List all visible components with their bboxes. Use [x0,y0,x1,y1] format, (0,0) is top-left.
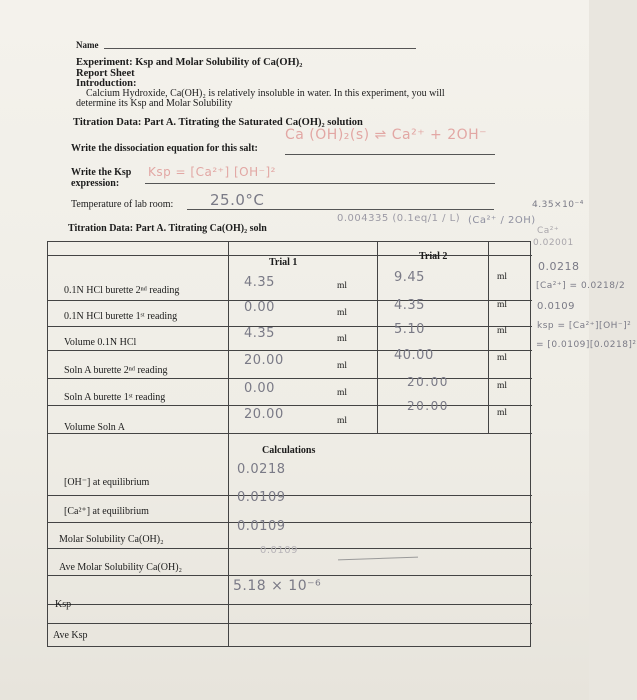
introduction-text-1: Calcium Hydroxide, Ca(OH)₂ is relatively insoluble in water. In this experiment, you will [86,88,445,99]
trial-2-soln-a-2nd-value[interactable]: 40.00 [394,348,434,363]
row-label-ave-molar-solubility: Ave Molar Solubility Ca(OH)₂ [59,562,183,573]
unit-ml: ml [497,408,508,418]
unit-ml: ml [337,334,348,344]
calc-ca-value[interactable]: 0.0109 [237,490,286,505]
row-label-ave-ksp: Ave Ksp [53,630,88,641]
trial-1-hcl-2nd-value[interactable]: 4.35 [244,275,275,290]
calculations-header: Calculations [262,445,316,456]
trial-2-hcl-1st-value[interactable]: 4.35 [394,298,425,313]
row-label-volume-soln-a: Volume Soln A [64,422,125,433]
ksp-expression-label-2: expression: [71,178,120,189]
table-rule [48,433,532,434]
row-label-soln-a-1st: Soln A burette 1ˢᵗ reading [64,392,166,403]
row-label-volume-hcl: Volume 0.1N HCl [64,337,137,348]
unit-ml: ml [337,388,348,398]
trial-1-volume-hcl-value[interactable]: 4.35 [244,326,275,341]
titration-soln-heading: Titration Data: Part A. Titrating Ca(OH)₂ soln [68,223,267,234]
table-rule [48,522,532,523]
table-divider [228,242,229,647]
ksp-expression-label-1: Write the Ksp [71,167,132,178]
scratch-moles: 0.02001 [533,238,574,248]
table-rule [48,575,532,576]
scratch-work-2: (Ca²⁺ / 2OH) [468,215,536,226]
table-rule [48,495,532,496]
row-label-ksp: Ksp [55,599,72,610]
name-label: Name [76,40,99,50]
titration-part-a-heading: Titration Data: Part A. Titrating the Saturated Ca(OH)₂ solution [73,117,363,128]
table-rule [48,326,532,327]
unit-ml: ml [497,300,508,310]
scratch-oh: 0.0218 [538,260,580,273]
experiment-title: Experiment: Ksp and Molar Solubility of Ca(OH)₂ [76,57,303,68]
trial-2-soln-a-1st-value[interactable]: 20.00 [407,375,449,389]
row-label-hcl-burette-2nd: 0.1N HCl burette 2ⁿᵈ reading [64,285,180,296]
table-rule [48,300,532,301]
scratch-work-1: 0.004335 (0.1eq/1 / L) [337,213,461,224]
table-rule [48,378,532,379]
temperature-handwritten: 25.0°C [210,191,265,209]
temperature-line[interactable] [187,209,494,210]
report-sheet-label: Report Sheet [76,68,135,79]
trial-2-header: Trial 2 [419,251,448,262]
trial-1-hcl-1st-value[interactable]: 0.00 [244,300,275,315]
unit-ml: ml [337,281,348,291]
table-rule [48,604,532,605]
dissociation-label: Write the dissociation equation for this salt: [71,143,258,154]
unit-ml: ml [337,361,348,371]
calc-oh-value[interactable]: 0.0218 [237,462,286,477]
calc-ksp-value[interactable]: 5.18 × 10⁻⁶ [233,578,322,594]
ksp-expression-line[interactable] [145,183,495,184]
row-label-hcl-burette-1st: 0.1N HCl burette 1ˢᵗ reading [64,311,178,322]
row-label-oh-equilibrium: [OH⁻] at equilibrium [64,477,150,488]
table-rule [48,405,532,406]
row-label-molar-solubility: Molar Solubility Ca(OH)₂ [59,534,164,545]
trial-1-soln-a-1st-value[interactable]: 0.00 [244,381,275,396]
trial-1-soln-a-2nd-value[interactable]: 20.00 [244,353,284,368]
introduction-heading: Introduction: [76,78,137,89]
unit-ml: ml [337,308,348,318]
row-label-ca-equilibrium: [Ca²⁺] at equilibrium [64,506,149,517]
table-rule [48,350,532,351]
trial-1-header: Trial 1 [269,257,298,268]
scratch-ksp-value: 4.35×10⁻⁴ [532,200,584,210]
unit-ml: ml [337,416,348,426]
introduction-text-2: determine its Ksp and Molar Solubility [76,98,233,109]
unit-ml: ml [497,272,508,282]
dissociation-equation-handwritten: Ca (OH)₂(s) ⇌ Ca²⁺ + 2OH⁻ [285,127,488,143]
calc-molar-solubility-value[interactable]: 0.0109 [237,519,286,534]
calc-ave-molar-solubility-value[interactable]: 0.0109 [260,545,298,556]
row-label-soln-a-2nd: Soln A burette 2ⁿᵈ reading [64,365,168,376]
scratch-ksp-calc: = [0.0109][0.0218]² [536,340,637,350]
scratch-ca: [Ca²⁺] = 0.0218/2 [536,281,626,291]
trial-1-volume-soln-a-value[interactable]: 20.00 [244,407,284,422]
table-rule [48,623,532,624]
trial-2-hcl-2nd-value[interactable]: 9.45 [394,270,425,285]
trial-2-volume-soln-a-value[interactable]: 20.00 [407,399,449,413]
unit-ml: ml [497,326,508,336]
ksp-expression-handwritten: Ksp = [Ca²⁺] [OH⁻]² [148,165,276,179]
dissociation-line[interactable] [285,154,495,155]
table-rule [48,255,532,256]
titration-data-table [47,241,531,647]
unit-ml: ml [497,353,508,363]
scratch-ca-value: 0.0109 [537,301,575,312]
trial-2-volume-hcl-value[interactable]: 5.10 [394,322,425,337]
name-line[interactable] [104,48,416,49]
temperature-label: Temperature of lab room: [71,199,174,210]
scratch-caoh2: Ca²⁺ [537,226,560,236]
pen-stroke [338,557,418,561]
scratch-ksp-formula: ksp = [Ca²⁺][OH⁻]² [537,321,632,331]
unit-ml: ml [497,381,508,391]
